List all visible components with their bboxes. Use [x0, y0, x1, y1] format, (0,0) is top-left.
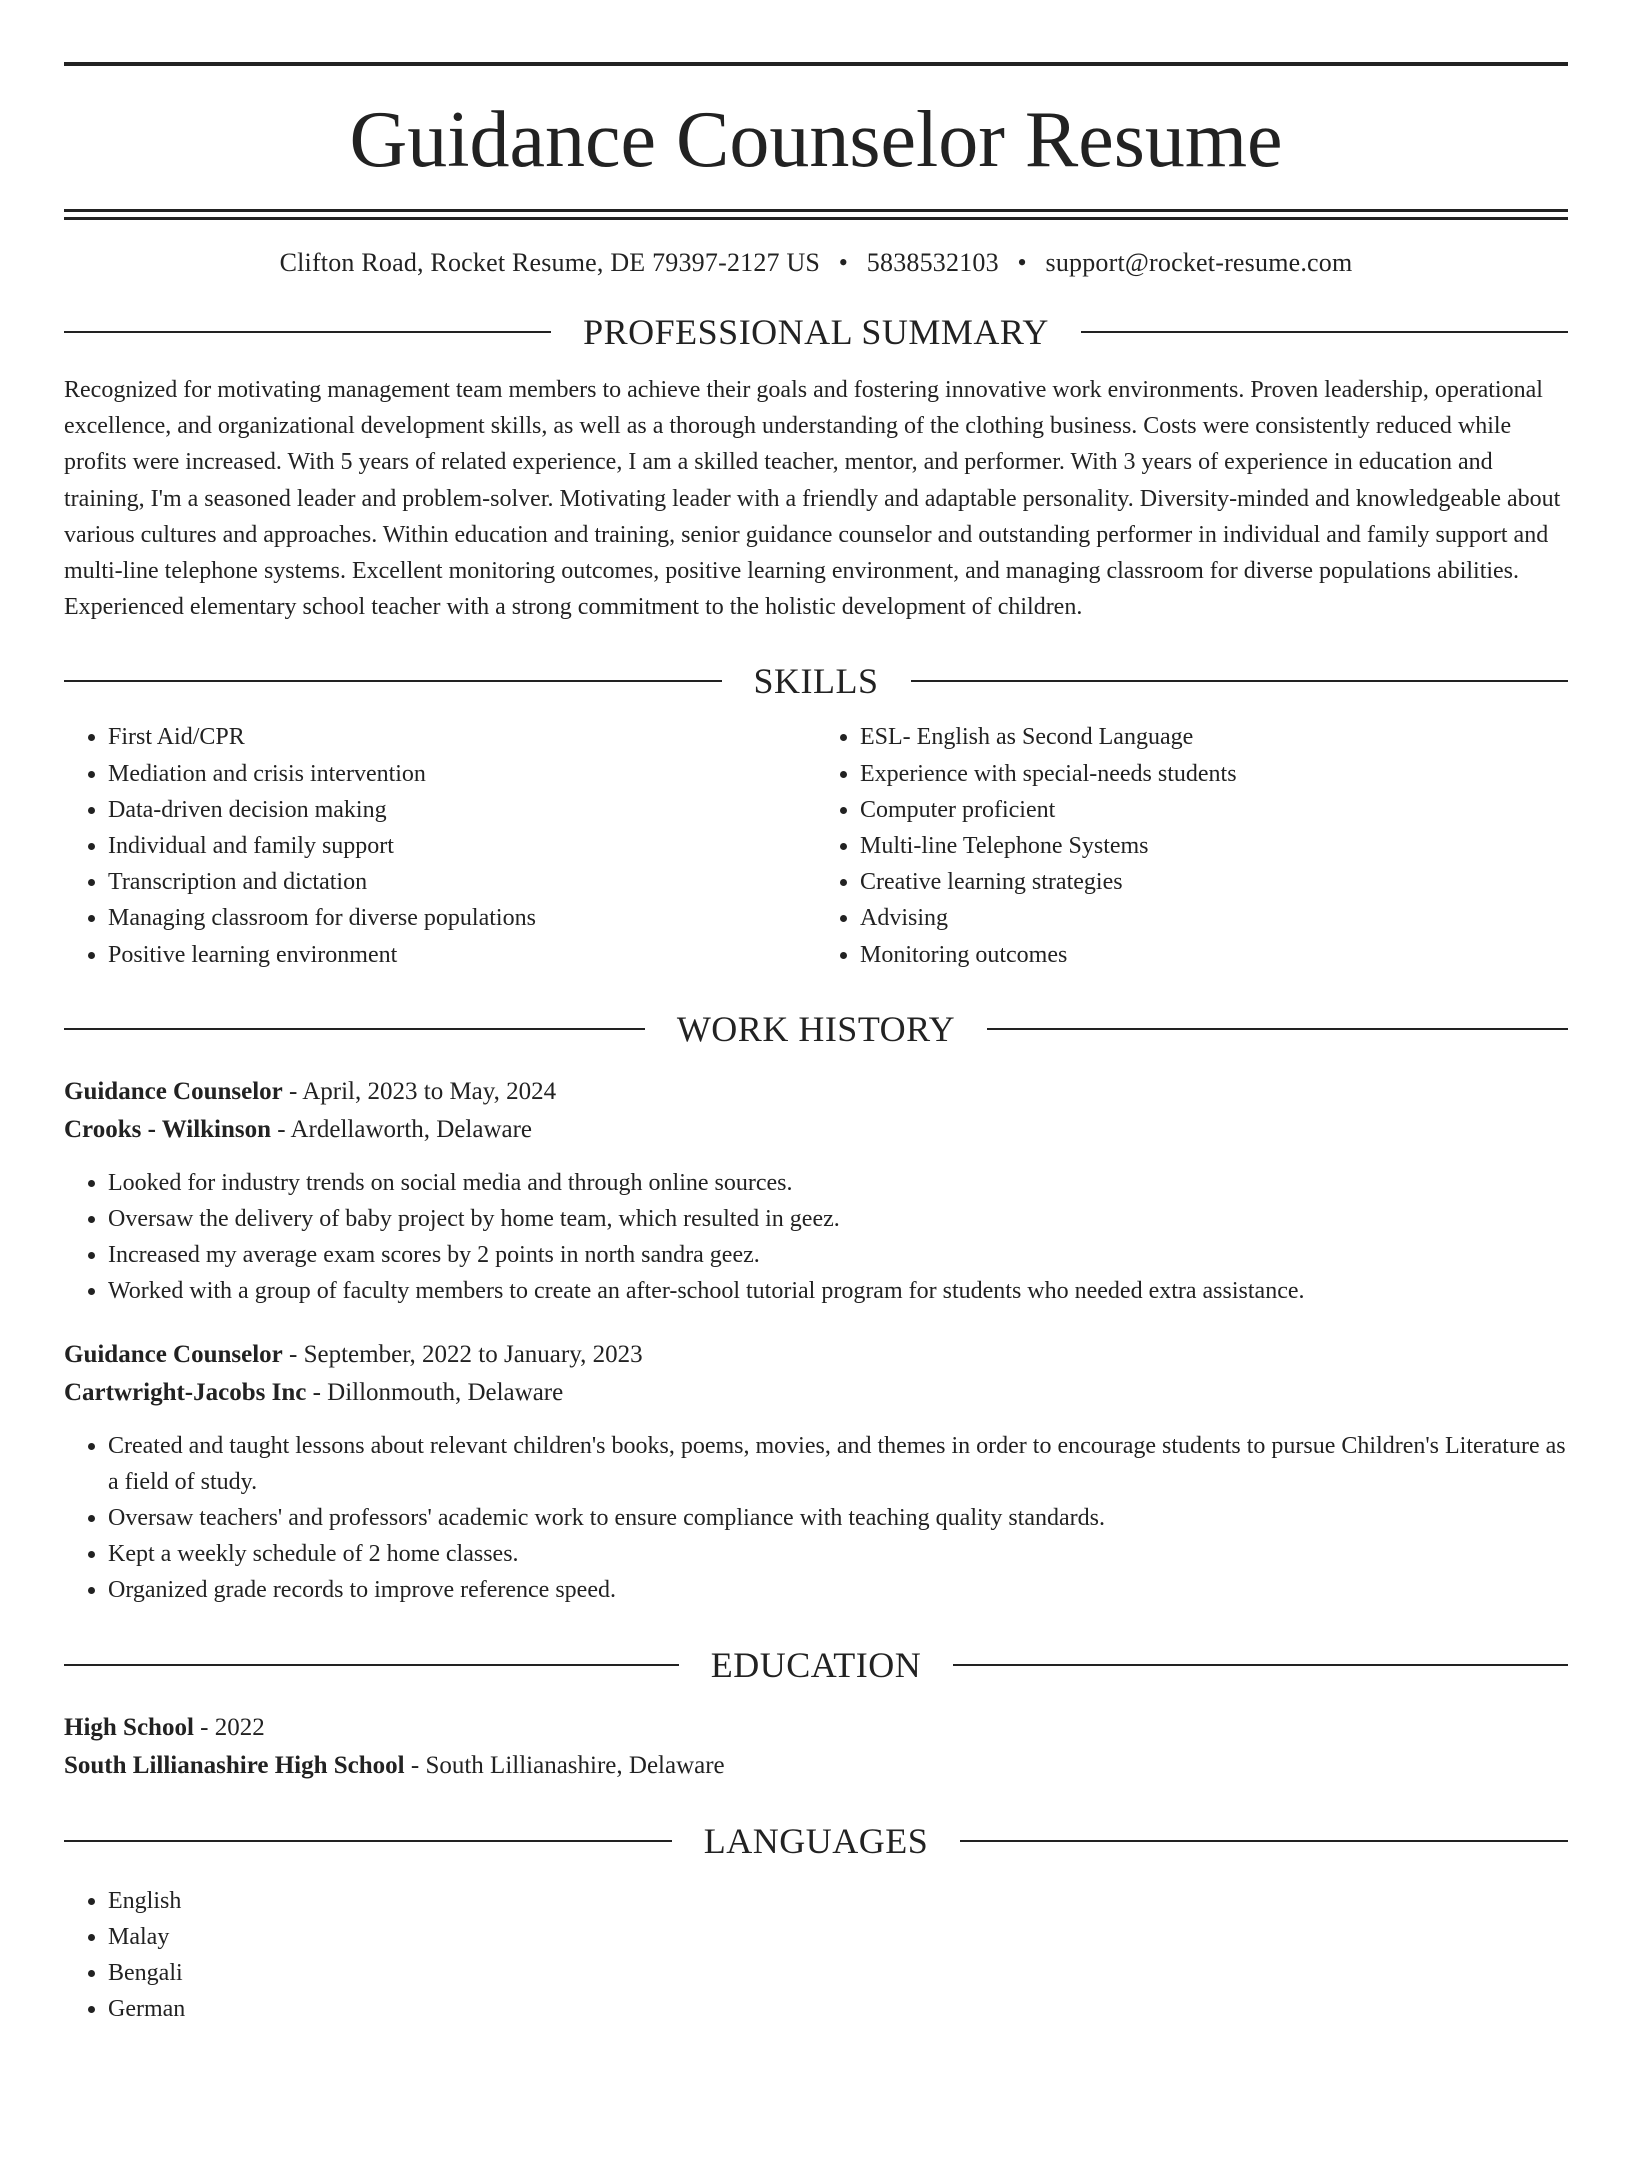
job-bullet: • Increased my average exam scores by 2 points in north sandra geez. [108, 1237, 1568, 1273]
job-company: Crooks - Wilkinson [64, 1115, 272, 1143]
title-double-divider [64, 209, 1568, 220]
job-bullets [64, 1428, 1568, 1609]
education-school: South Lillianashire High School [64, 1751, 405, 1779]
heading-rule-right [960, 1840, 1568, 1842]
job-title: Guidance Counselor [64, 1340, 283, 1368]
heading-rule-left [64, 1664, 679, 1666]
heading-rule-left [64, 331, 551, 333]
job-bullet: • Looked for industry trends on social media and through online sources. [108, 1165, 1568, 1201]
skill-item: • Monitoring outcomes [860, 937, 1568, 973]
skills-section-heading [64, 661, 1568, 702]
summary-section-heading [64, 314, 1568, 350]
skill-item: • Managing classroom for diverse populations [108, 900, 816, 936]
summary-heading: PROFESSIONAL SUMMARY [583, 312, 1049, 352]
job-company-line [64, 1374, 1568, 1412]
job-title-line [64, 1073, 1568, 1111]
heading-rule-left [64, 680, 722, 682]
skill-item: • Creative learning strategies [860, 864, 1568, 900]
skill-item: • Positive learning environment [108, 937, 816, 973]
language-item: • German [108, 1991, 1568, 2027]
work-section-heading [64, 1008, 1568, 1049]
education-location: - South Lillianashire, Delaware [404, 1751, 725, 1779]
heading-rule-right [953, 1664, 1568, 1666]
languages-list [64, 1883, 1568, 2028]
skill-item: • Computer proficient [860, 792, 1568, 828]
education-section-heading [64, 1644, 1568, 1685]
skill-item: • Multi-line Telephone Systems [860, 828, 1568, 864]
job-company: Cartwright-Jacobs Inc [64, 1378, 307, 1406]
contact-separator: • [838, 248, 849, 277]
heading-rule-right [987, 1028, 1568, 1030]
heading-rule-right [1081, 331, 1568, 333]
job-location: - Dillonmouth, Delaware [306, 1378, 564, 1406]
resume-page [0, 62, 1632, 2174]
education-degree-line [64, 1709, 1568, 1747]
languages-heading: LANGUAGES [703, 1820, 929, 1861]
skills-list-left [64, 719, 816, 972]
education-year: - 2022 [193, 1713, 265, 1741]
job-location: - Ardellaworth, Delaware [271, 1115, 533, 1143]
job-bullets [64, 1165, 1568, 1310]
job-bullet: • Oversaw the delivery of baby project by home team, which resulted in geez. [108, 1201, 1568, 1237]
heading-rule-left [64, 1840, 672, 1842]
skill-item: • First Aid/CPR [108, 719, 816, 755]
education-entry [64, 1709, 1568, 1785]
contact-phone: 5838532103 [866, 248, 999, 277]
job-bullet: • Organized grade records to improve reference speed. [108, 1572, 1568, 1608]
heading-rule-left [64, 1028, 645, 1030]
work-heading: WORK HISTORY [676, 1008, 956, 1049]
language-item: • Malay [108, 1919, 1568, 1955]
skill-item: • ESL- English as Second Language [860, 719, 1568, 755]
languages-section-heading [64, 1820, 1568, 1861]
skills-columns [64, 719, 1568, 972]
job-entry [64, 1336, 1568, 1609]
top-divider [64, 62, 1568, 66]
skill-item: • Advising [860, 900, 1568, 936]
skills-list-right [816, 719, 1568, 972]
contact-separator: • [1017, 248, 1027, 277]
skill-item: • Transcription and dictation [108, 864, 816, 900]
skill-item: • Experience with special-needs students [860, 756, 1568, 792]
language-item: • English [108, 1883, 1568, 1919]
job-title: Guidance Counselor [64, 1077, 283, 1105]
language-item: • Bengali [108, 1955, 1568, 1991]
job-dates: - September, 2022 to January, 2023 [282, 1340, 643, 1368]
job-dates: - April, 2023 to May, 2024 [282, 1077, 557, 1105]
education-heading: EDUCATION [710, 1644, 922, 1685]
job-company-line [64, 1111, 1568, 1149]
heading-rule-right [911, 680, 1569, 682]
skills-heading: SKILLS [753, 661, 879, 702]
skill-item: • Mediation and crisis intervention [108, 756, 816, 792]
job-bullet: • Kept a weekly schedule of 2 home classes. [108, 1536, 1568, 1572]
education-school-line [64, 1747, 1568, 1785]
resume-title: Guidance Counselor Resume [349, 96, 1283, 184]
contact-line [64, 250, 1568, 276]
skill-item: • Data-driven decision making [108, 792, 816, 828]
job-bullet: • Worked with a group of faculty members to create an after-school tutorial program for students who needed extra assistance. [108, 1273, 1568, 1309]
contact-address: Clifton Road, Rocket Resume, DE 79397-2127 US [279, 248, 821, 277]
contact-email: support@rocket-resume.com [1045, 248, 1353, 277]
job-title-line [64, 1336, 1568, 1374]
skill-item: • Individual and family support [108, 828, 816, 864]
job-entry [64, 1073, 1568, 1310]
summary-text: Recognized for motivating management team members to achieve their goals and fostering innovative work environments. Proven leadership, operational excellence, and organizational development skills, as well as a thorough understanding of the clothing business. Costs were consistently reduced while profits were increased. With 5 years of related experience, I am a skilled teacher, mentor, and performer. With 3 years of experience in education and training, I'm a seasoned leader and problem-solver. Motivating leader with a friendly and adaptable personality. Diversity-minded and knowledgeable about various cultures and approaches. Within education and training, senior guidance counselor and outstanding performer in individual and family support and multi-line telephone systems. Excellent monitoring outcomes, positive learning environment, and managing classroom for diverse populations abilities. Experienced elementary school teacher with a strong commitment to the holistic development of children. [64, 377, 1561, 621]
education-degree: High School [64, 1713, 194, 1741]
job-bullet: • Oversaw teachers' and professors' academic work to ensure compliance with teaching quality standards. [108, 1500, 1568, 1536]
job-bullet: • Created and taught lessons about relevant children's books, poems, movies, and themes in order to encourage students to pursue Children's Literature as a field of study. [108, 1428, 1568, 1500]
